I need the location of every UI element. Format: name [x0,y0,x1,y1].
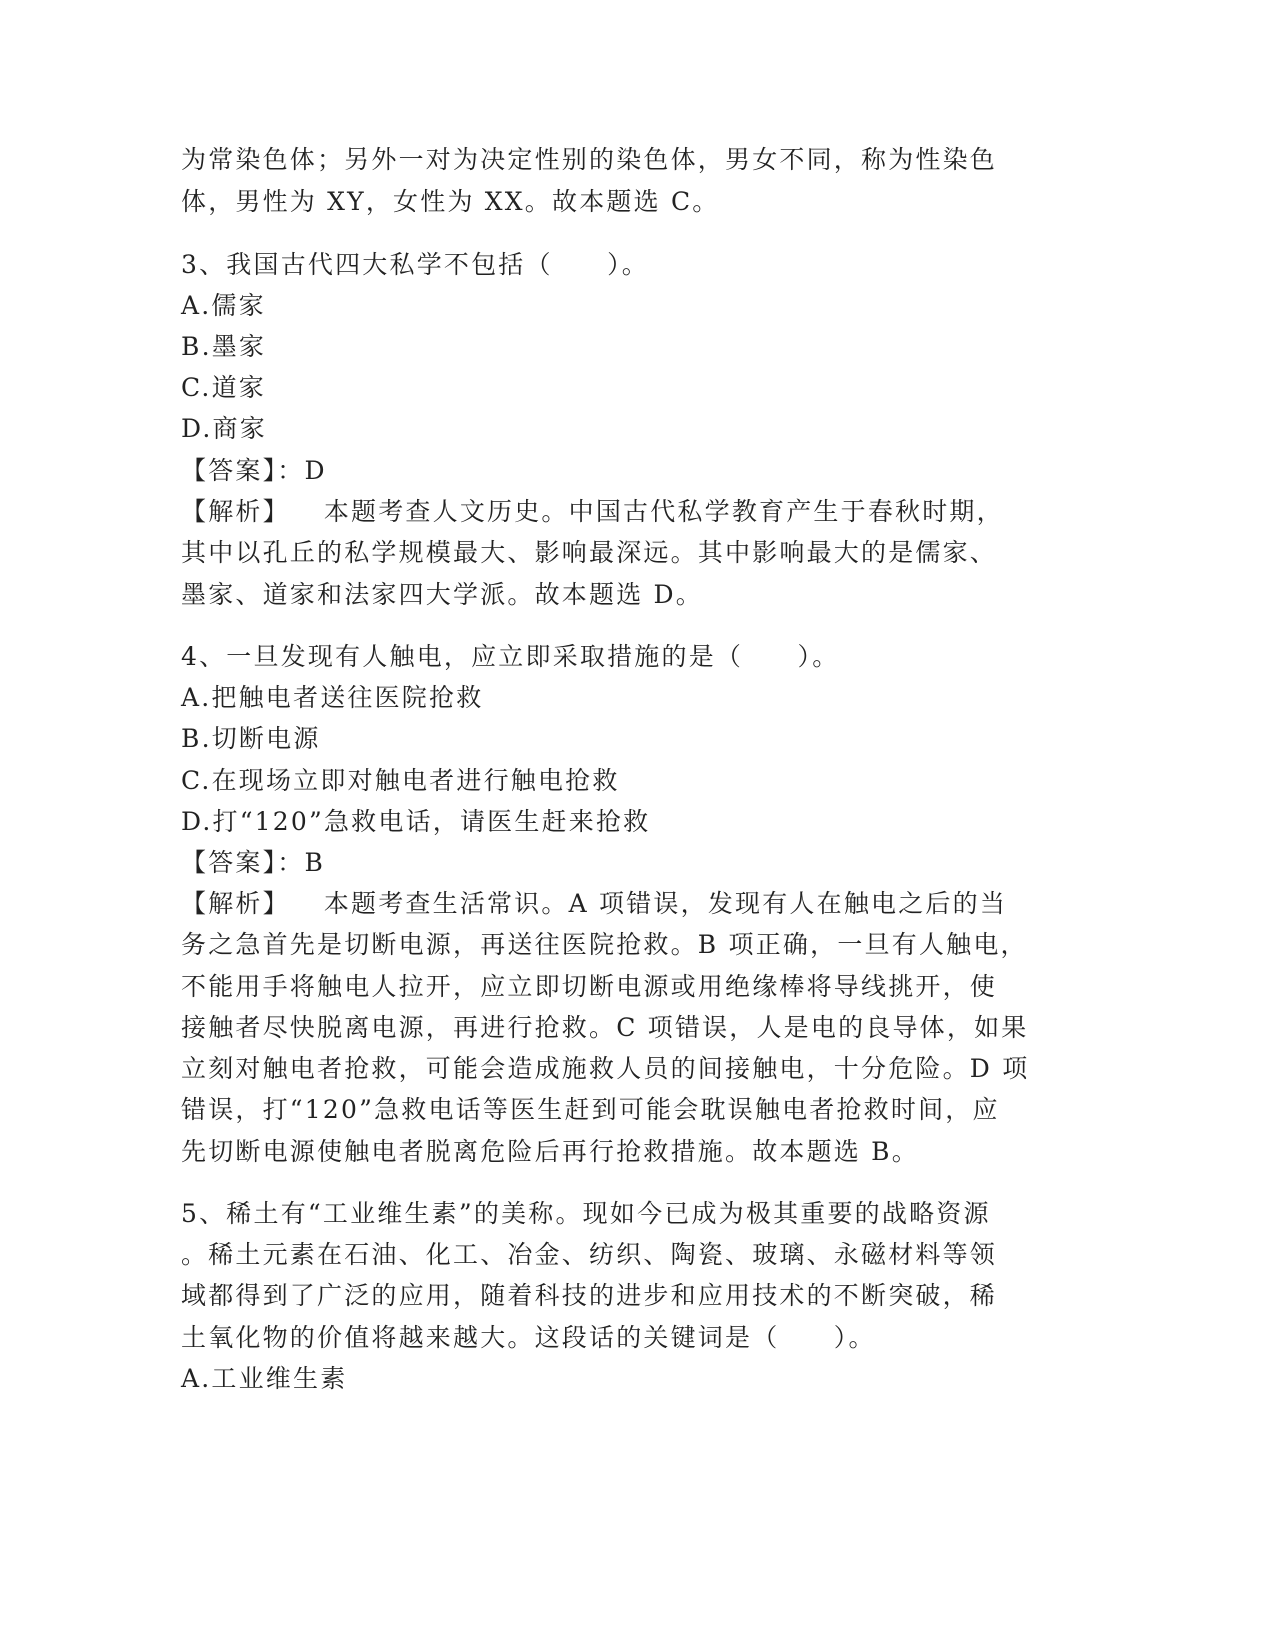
q2-analysis-line: 为常染色体；另外一对为决定性别的染色体，男女不同，称为性染色 [181,145,998,174]
question-4-analysis-line: 立刻对触电者抢救，可能会造成施救人员的间接触电，十分危险。D 项 [181,1054,1030,1083]
question-3-stem: 3、我国古代四大私学不包括（ ）。 [181,250,650,279]
question-4-analysis-line: 不能用手将触电人拉开，应立即切断电源或用绝缘棒将导线挑开，使 [181,972,998,1001]
answer-value: D [304,456,327,485]
question-4-analysis-line [181,889,1007,919]
q2-analysis-line: 体，男性为 XY，女性为 XX。故本题选 C。 [181,187,720,216]
question-4-analysis-line: 接触者尽快脱离电源，再进行抢救。C 项错误，人是电的良导体，如果 [181,1013,1029,1042]
question-4-option-b: B.切断电源 [181,724,321,753]
analysis-label: 【解析】 [181,497,290,526]
question-3-option-d: D.商家 [181,414,267,443]
analysis-text: 本题考查生活常识。A 项错误，发现有人在触电之后的当 [323,889,1008,918]
answer-label: 【答案】： [181,848,305,877]
question-5-stem-line: 5、稀土有“工业维生素”的美称。现如今已成为极其重要的战略资源 [181,1199,991,1228]
answer-label: 【答案】： [181,456,305,485]
question-3-analysis-line [181,497,1004,527]
question-5-stem-line: 土氧化物的价值将越来越大。这段话的关键词是（ ）。 [181,1323,876,1352]
question-5-stem-line: 。稀土元素在石油、化工、冶金、纺织、陶瓷、玻璃、永磁材料等领 [181,1240,998,1269]
analysis-text: 本题考查人文历史。中国古代私学教育产生于春秋时期， [323,497,1004,526]
question-3-option-c: C.道家 [181,373,266,402]
question-5-stem-line: 域都得到了广泛的应用，随着科技的进步和应用技术的不断突破，稀 [181,1281,998,1310]
question-4-analysis-line: 先切断电源使触电者脱离危险后再行抢救措施。故本题选 B。 [181,1137,919,1166]
question-3-analysis-line: 其中以孔丘的私学规模最大、影响最深远。其中影响最大的是儒家、 [181,538,998,567]
question-4-analysis-line: 务之急首先是切断电源，再送往医院抢救。B 项正确，一旦有人触电， [181,930,1028,959]
question-5-option-a: A.工业维生素 [181,1364,348,1393]
question-4-option-d: D.打“120”急救电话，请医生赶来抢救 [181,807,651,836]
question-4-answer [181,848,325,878]
question-4-analysis-line: 错误，打“120”急救电话等医生赶到可能会耽误触电者抢救时间，应 [181,1095,1000,1124]
question-3-answer [181,456,327,486]
question-4-stem: 4、一旦发现有人触电，应立即采取措施的是（ ）。 [181,642,840,671]
question-3-option-a: A.儒家 [181,291,266,320]
question-3-option-b: B.墨家 [181,332,267,361]
question-4-option-a: A.把触电者送往医院抢救 [181,683,484,712]
analysis-label: 【解析】 [181,889,290,918]
question-4-option-c: C.在现场立即对触电者进行触电抢救 [181,766,620,795]
question-3-analysis-line: 墨家、道家和法家四大学派。故本题选 D。 [181,580,703,609]
answer-value: B [304,848,326,877]
